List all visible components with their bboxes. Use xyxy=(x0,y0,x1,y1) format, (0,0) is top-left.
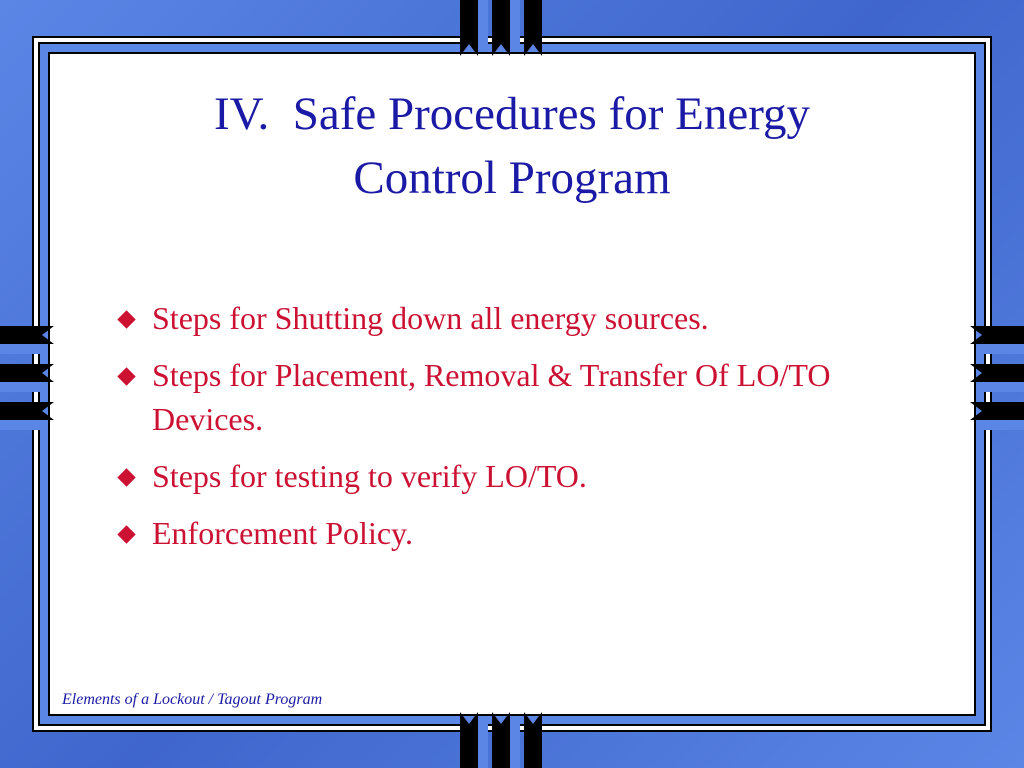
binder-clip-icon xyxy=(524,712,542,768)
bullet-text: Steps for Shutting down all energy sources. xyxy=(152,300,709,336)
bullet-item xyxy=(116,353,906,441)
bottom-clips xyxy=(458,708,548,768)
diamond-bullet-icon xyxy=(117,310,135,328)
binder-clip-icon xyxy=(524,0,542,56)
binder-clip-icon xyxy=(970,326,1024,354)
bullet-item xyxy=(116,296,906,340)
binder-clip-icon xyxy=(492,712,520,768)
slide-title-line-1: IV. Safe Procedures for Energy xyxy=(213,88,811,140)
bullet-text: Steps for Placement, Removal & Transfer Of LO/TO Devices. xyxy=(152,357,831,437)
binder-clip-icon xyxy=(0,326,54,354)
diamond-bullet-icon xyxy=(117,525,135,543)
slide-title xyxy=(60,82,964,210)
binder-clip-icon xyxy=(0,402,54,430)
binder-clip-icon xyxy=(460,712,488,768)
bullet-item xyxy=(116,454,906,498)
bullet-item xyxy=(116,511,906,555)
top-clips xyxy=(458,0,548,62)
binder-clip-icon xyxy=(492,0,520,56)
binder-clip-icon xyxy=(460,0,488,56)
binder-clip-icon xyxy=(970,402,1024,430)
right-clips xyxy=(966,324,1024,440)
slide-footer: Elements of a Lockout / Tagout Program xyxy=(62,691,323,708)
bullet-list xyxy=(116,296,906,568)
bullet-text: Enforcement Policy. xyxy=(152,515,413,551)
diamond-bullet-icon xyxy=(117,468,135,486)
binder-clip-icon xyxy=(0,364,54,392)
left-clips xyxy=(0,324,58,440)
bullet-text: Steps for testing to verify LO/TO. xyxy=(152,458,587,494)
diamond-bullet-icon xyxy=(117,367,135,385)
binder-clip-icon xyxy=(970,364,1024,392)
slide-title-line-2: Control Program xyxy=(353,152,671,204)
